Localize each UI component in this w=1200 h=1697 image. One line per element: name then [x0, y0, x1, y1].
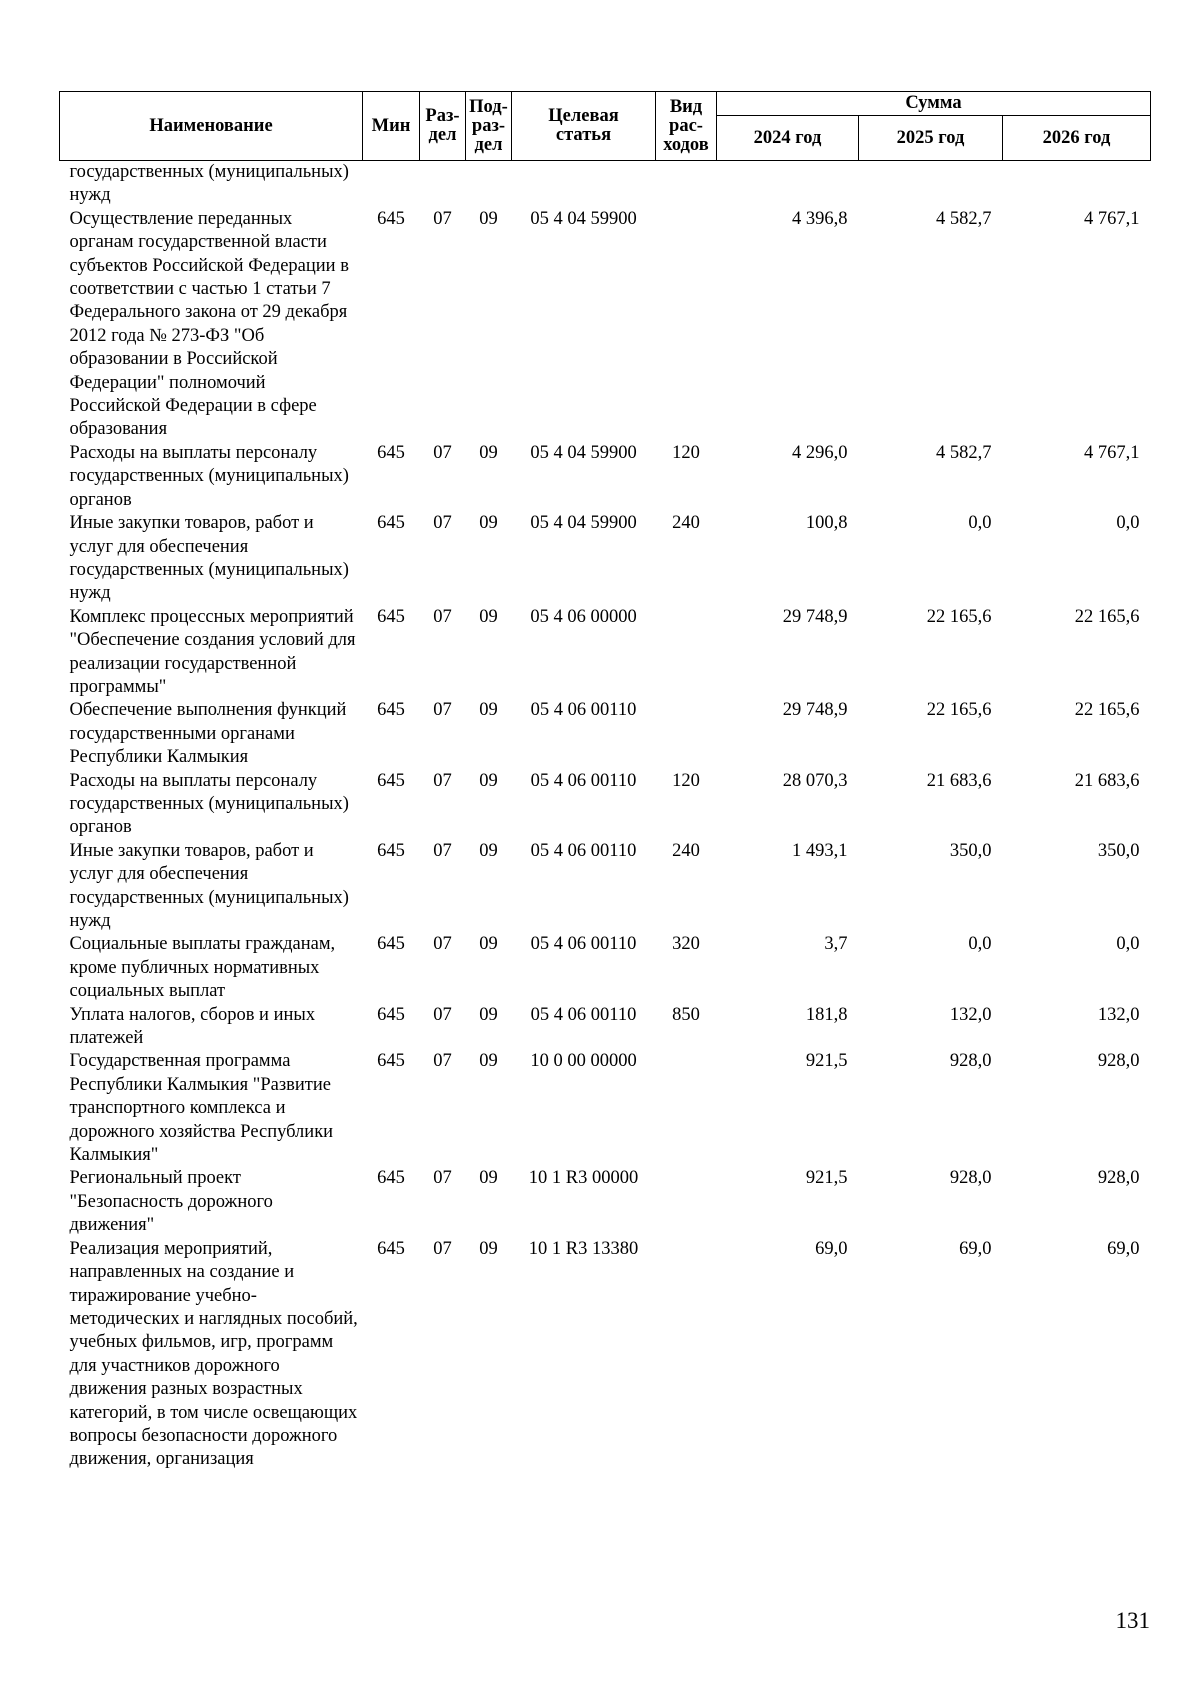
cell-2024: 69,0 [815, 1238, 848, 1259]
page-number: 131 [1115, 1608, 1150, 1633]
cell-target: 05 4 04 59900 [530, 513, 637, 534]
cell-2025: 928,0 [949, 1168, 992, 1189]
cell-target: 05 4 06 00110 [530, 700, 637, 721]
cell-name: Осуществление переданных органам государственной власти субъектов Российской Федерации в соответствии с частью 1 статьи 7 Федерального закона от 29 декабря 2012 года № 273-ФЗ "Об образовании в Российской Федерации" полномочий Российской Федерации в сфере образования [69, 208, 349, 440]
cell-min: 645 [377, 606, 405, 627]
cell-2024: 1 493,1 [792, 840, 848, 861]
cell-podrazdel: 09 [479, 1238, 498, 1259]
cell-2024 [717, 161, 859, 208]
cell-min: 645 [377, 1238, 405, 1259]
cell-2026: 0,0 [1116, 934, 1140, 955]
cell-name: Расходы на выплаты персоналу государственных (муниципальных) органов [69, 770, 349, 838]
cell-2025: 4 582,7 [936, 208, 992, 229]
cell-target: 05 4 04 59900 [530, 208, 637, 229]
cell-vid [656, 699, 717, 769]
cell-podrazdel: 09 [479, 513, 498, 534]
cell-vid [656, 1050, 717, 1167]
cell-2026 [1003, 161, 1151, 208]
cell-2024: 29 748,9 [782, 606, 848, 627]
cell-razdel: 07 [433, 840, 452, 861]
cell-2025: 132,0 [949, 1004, 992, 1025]
header-vid: Вид рас- ходов [656, 92, 717, 161]
cell-2025: 0,0 [968, 934, 992, 955]
cell-razdel: 07 [433, 513, 452, 534]
cell-name: Социальные выплаты гражданам, кроме публичных нормативных социальных выплат [69, 934, 336, 1002]
cell-podrazdel: 09 [479, 208, 498, 229]
table-row [60, 606, 1151, 700]
cell-2026: 4 767,1 [1084, 208, 1140, 229]
header-min: Мин [363, 92, 420, 161]
cell-name: Комплекс процессных мероприятий "Обеспечение создания условий для реализации государственной программы" [69, 606, 356, 697]
cell-name: Расходы на выплаты персоналу государственных (муниципальных) органов [69, 442, 349, 510]
cell-2024: 4 396,8 [792, 208, 848, 229]
cell-min: 645 [377, 1051, 405, 1072]
cell-razdel: 07 [433, 606, 452, 627]
header-target: Целевая статья [512, 92, 656, 161]
cell-razdel: 07 [433, 1238, 452, 1259]
cell-razdel: 07 [433, 208, 452, 229]
table-row [60, 1167, 1151, 1237]
cell-2024: 29 748,9 [782, 700, 848, 721]
cell-2025: 350,0 [949, 840, 992, 861]
cell-2026: 350,0 [1097, 840, 1140, 861]
cell-target: 10 0 00 00000 [530, 1051, 637, 1072]
cell-vid: 120 [672, 442, 700, 463]
cell-2025 [859, 161, 1003, 208]
cell-2024: 921,5 [805, 1168, 848, 1189]
cell-target: 05 4 06 00110 [530, 1004, 637, 1025]
cell-name: Реализация мероприятий, направленных на создание и тиражирование учебно-методических и наглядных пособий, учебных фильмов, игр, программ для участников дорожного движения разных возрастных категорий, в том числе освещающих вопросы безопасности дорожного движения, организация [69, 1238, 358, 1470]
table-row [60, 442, 1151, 512]
cell-vid [656, 208, 717, 442]
cell-2026: 22 165,6 [1074, 700, 1140, 721]
header-2024: 2024 год [717, 116, 859, 161]
cell-min: 645 [377, 1004, 405, 1025]
cell-target: 05 4 06 00110 [530, 770, 637, 791]
cell-podrazdel: 09 [479, 1051, 498, 1072]
cell-target: 05 4 06 00110 [530, 840, 637, 861]
cell-vid: 850 [672, 1004, 700, 1025]
header-2026: 2026 год [1003, 116, 1151, 161]
table-row [60, 208, 1151, 442]
cell-podrazdel: 09 [479, 606, 498, 627]
header-razdel: Раз- дел [420, 92, 466, 161]
cell-2026: 132,0 [1097, 1004, 1140, 1025]
cell-razdel: 07 [433, 770, 452, 791]
table-row [60, 840, 1151, 934]
cell-podrazdel: 09 [479, 1004, 498, 1025]
cell-name: Иные закупки товаров, работ и услуг для обеспечения государственных (муниципальных) нужд [69, 513, 349, 604]
budget-table [59, 91, 1151, 1472]
header-podrazdel: Под- раз- дел [466, 92, 512, 161]
cell-2025: 22 165,6 [926, 606, 992, 627]
cell-2025: 928,0 [949, 1051, 992, 1072]
cell-2025: 21 683,6 [926, 770, 992, 791]
cell-name: Региональный проект "Безопасность дорожного движения" [69, 1168, 273, 1236]
cell-min [363, 161, 420, 208]
cell-2026: 928,0 [1097, 1168, 1140, 1189]
table-row [60, 1050, 1151, 1167]
cell-2024: 28 070,3 [782, 770, 848, 791]
cell-razdel: 07 [433, 1004, 452, 1025]
header-2025: 2025 год [859, 116, 1003, 161]
cell-target [512, 161, 656, 208]
cell-target: 10 1 R3 00000 [528, 1168, 639, 1189]
cell-min: 645 [377, 700, 405, 721]
cell-2025: 0,0 [968, 513, 992, 534]
cell-podrazdel [466, 161, 512, 208]
cell-min: 645 [377, 934, 405, 955]
cell-2025: 22 165,6 [926, 700, 992, 721]
cell-vid [656, 161, 717, 208]
table-row [60, 1238, 1151, 1472]
table-row [60, 512, 1151, 606]
cell-razdel: 07 [433, 700, 452, 721]
cell-vid [656, 1167, 717, 1237]
cell-name: Иные закупки товаров, работ и услуг для обеспечения государственных (муниципальных) нужд [69, 840, 349, 931]
cell-2026: 69,0 [1107, 1238, 1140, 1259]
table-row [60, 1004, 1151, 1051]
cell-podrazdel: 09 [479, 442, 498, 463]
cell-2024: 4 296,0 [792, 442, 848, 463]
cell-min: 645 [377, 840, 405, 861]
cell-razdel: 07 [433, 442, 452, 463]
cell-podrazdel: 09 [479, 840, 498, 861]
cell-podrazdel: 09 [479, 1168, 498, 1189]
cell-name: государственных (муниципальных) нужд [69, 162, 349, 206]
document-page [59, 91, 1150, 1472]
cell-target: 05 4 06 00000 [530, 606, 637, 627]
cell-podrazdel: 09 [479, 770, 498, 791]
cell-vid: 120 [672, 770, 700, 791]
cell-name: Обеспечение выполнения функций государственными органами Республики Калмыкия [69, 700, 347, 768]
cell-target: 10 1 R3 13380 [528, 1238, 639, 1259]
cell-vid: 240 [672, 840, 700, 861]
cell-min: 645 [377, 208, 405, 229]
cell-2025: 69,0 [959, 1238, 992, 1259]
cell-vid [656, 1238, 717, 1472]
cell-2026: 928,0 [1097, 1051, 1140, 1072]
table-row [60, 699, 1151, 769]
cell-podrazdel: 09 [479, 934, 498, 955]
cell-name: Уплата налогов, сборов и иных платежей [69, 1004, 316, 1049]
table-row [60, 770, 1151, 840]
cell-min: 645 [377, 442, 405, 463]
cell-vid: 240 [672, 513, 700, 534]
cell-min: 645 [377, 513, 405, 534]
header-summa: Сумма [717, 92, 1151, 116]
table-row [60, 933, 1151, 1003]
cell-2026: 22 165,6 [1074, 606, 1140, 627]
cell-2024: 3,7 [824, 934, 848, 955]
cell-2026: 0,0 [1116, 513, 1140, 534]
cell-2026: 21 683,6 [1074, 770, 1140, 791]
cell-2024: 921,5 [805, 1051, 848, 1072]
cell-razdel: 07 [433, 1051, 452, 1072]
cell-razdel [420, 161, 466, 208]
cell-2026: 4 767,1 [1084, 442, 1140, 463]
cell-vid: 320 [672, 934, 700, 955]
table-body [60, 161, 1151, 1472]
table-row [60, 161, 1151, 208]
cell-2024: 100,8 [805, 513, 848, 534]
cell-min: 645 [377, 770, 405, 791]
cell-2025: 4 582,7 [936, 442, 992, 463]
cell-target: 05 4 04 59900 [530, 442, 637, 463]
cell-razdel: 07 [433, 1168, 452, 1189]
cell-name: Государственная программа Республики Калмыкия "Развитие транспортного комплекса и дорожного хозяйства Республики Калмыкия" [69, 1051, 334, 1166]
header-name: Наименование [60, 92, 363, 161]
cell-podrazdel: 09 [479, 700, 498, 721]
cell-min: 645 [377, 1168, 405, 1189]
cell-target: 05 4 06 00110 [530, 934, 637, 955]
cell-2024: 181,8 [805, 1004, 848, 1025]
cell-razdel: 07 [433, 934, 452, 955]
table-header [60, 92, 1151, 161]
cell-vid [656, 606, 717, 700]
